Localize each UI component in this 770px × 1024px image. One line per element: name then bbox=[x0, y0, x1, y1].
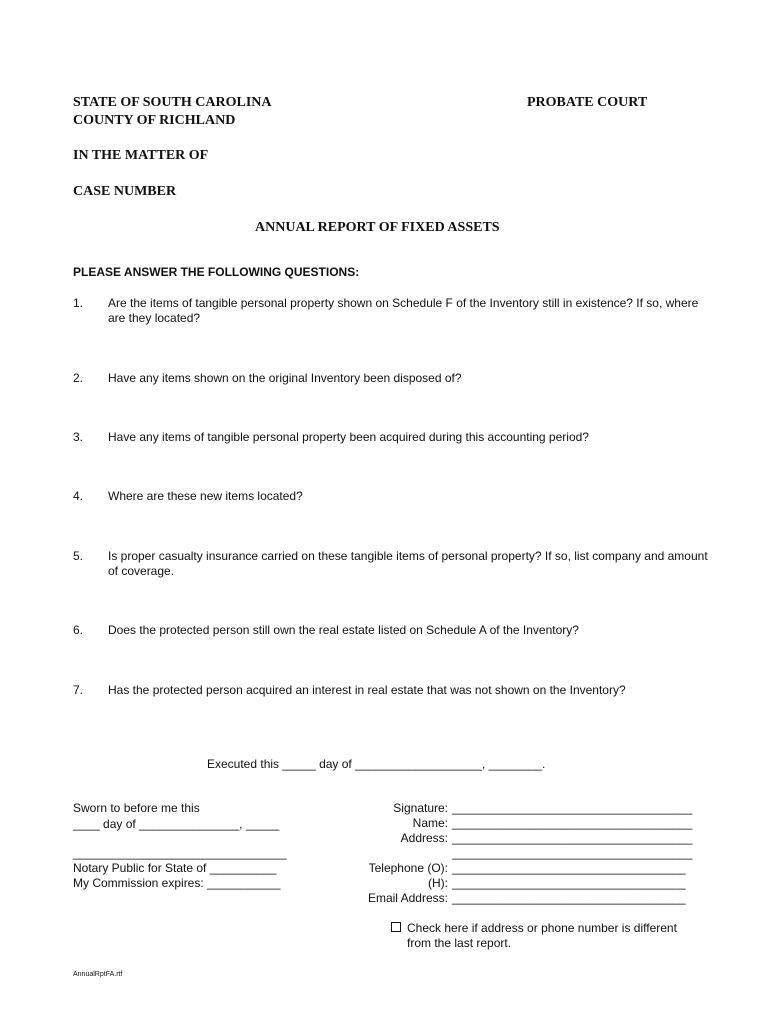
name-field[interactable]: ____________________________________ bbox=[452, 816, 693, 830]
address-changed-checkbox[interactable] bbox=[391, 922, 401, 932]
question-text: Does the protected person still own the real estate listed on Schedule A of the Inventory? bbox=[108, 623, 579, 637]
notary-state-field[interactable]: Notary Public for State of __________ bbox=[73, 861, 277, 875]
checkbox-label-line2: from the last report. bbox=[407, 936, 512, 950]
telephone-home-label: (H): bbox=[428, 876, 448, 890]
signature-label: Signature: bbox=[393, 801, 448, 815]
question-number: 6. bbox=[73, 623, 84, 637]
question-text: Where are these new items located? bbox=[108, 489, 303, 503]
matter-heading: IN THE MATTER OF bbox=[73, 148, 209, 163]
executed-line: Executed this _____ day of ___________________, ________. bbox=[207, 757, 546, 771]
file-name-footer: AnnualRptFA.rtf bbox=[73, 971, 123, 978]
question-text: Have any items of tangible personal property been acquired during this accounting period? bbox=[108, 430, 589, 444]
question-number: 5. bbox=[73, 549, 84, 563]
address-label: Address: bbox=[400, 831, 448, 845]
question-number: 7. bbox=[73, 683, 84, 697]
email-field[interactable]: ___________________________________ bbox=[452, 891, 686, 905]
question-text: Have any items shown on the original Inventory been disposed of? bbox=[108, 371, 462, 385]
county-heading: COUNTY OF RICHLAND bbox=[73, 113, 236, 128]
question-text: Are the items of tangible personal property shown on Schedule F of the Inventory still in existence? If so, where are they located? bbox=[108, 296, 699, 325]
email-label: Email Address: bbox=[367, 891, 448, 905]
address-field-line2[interactable]: ____________________________________ bbox=[452, 846, 693, 860]
sworn-day-field[interactable]: ____ day of _______________, _____ bbox=[73, 817, 280, 831]
instructions: PLEASE ANSWER THE FOLLOWING QUESTIONS: bbox=[73, 265, 360, 279]
telephone-home-field[interactable]: ___________________________________ bbox=[452, 876, 686, 890]
question-number: 2. bbox=[73, 371, 84, 385]
telephone-office-label: Telephone (O): bbox=[368, 861, 448, 875]
name-label: Name: bbox=[412, 816, 448, 830]
court-heading: PROBATE COURT bbox=[527, 95, 648, 110]
telephone-office-field[interactable]: ___________________________________ bbox=[452, 861, 686, 875]
question-number: 3. bbox=[73, 430, 84, 444]
notary-signature-line[interactable]: ________________________________ bbox=[73, 846, 287, 860]
case-number-heading: CASE NUMBER bbox=[73, 184, 177, 199]
signature-field[interactable]: ____________________________________ bbox=[452, 801, 693, 815]
commission-expires-field[interactable]: My Commission expires: ___________ bbox=[73, 876, 281, 890]
question-text: Has the protected person acquired an interest in real estate that was not shown on the Inventory? bbox=[108, 683, 626, 697]
question-text: Is proper casualty insurance carried on these tangible items of personal property? If so, list company and amount of coverage. bbox=[108, 549, 708, 578]
question-number: 4. bbox=[73, 489, 84, 503]
state-heading: STATE OF SOUTH CAROLINA bbox=[73, 95, 272, 110]
checkbox-label-line1: Check here if address or phone number is different bbox=[407, 921, 677, 935]
document-title: ANNUAL REPORT OF FIXED ASSETS bbox=[255, 220, 500, 235]
address-field[interactable]: ____________________________________ bbox=[452, 831, 693, 845]
question-number: 1. bbox=[73, 296, 84, 310]
sworn-line: Sworn to before me this bbox=[73, 801, 200, 815]
